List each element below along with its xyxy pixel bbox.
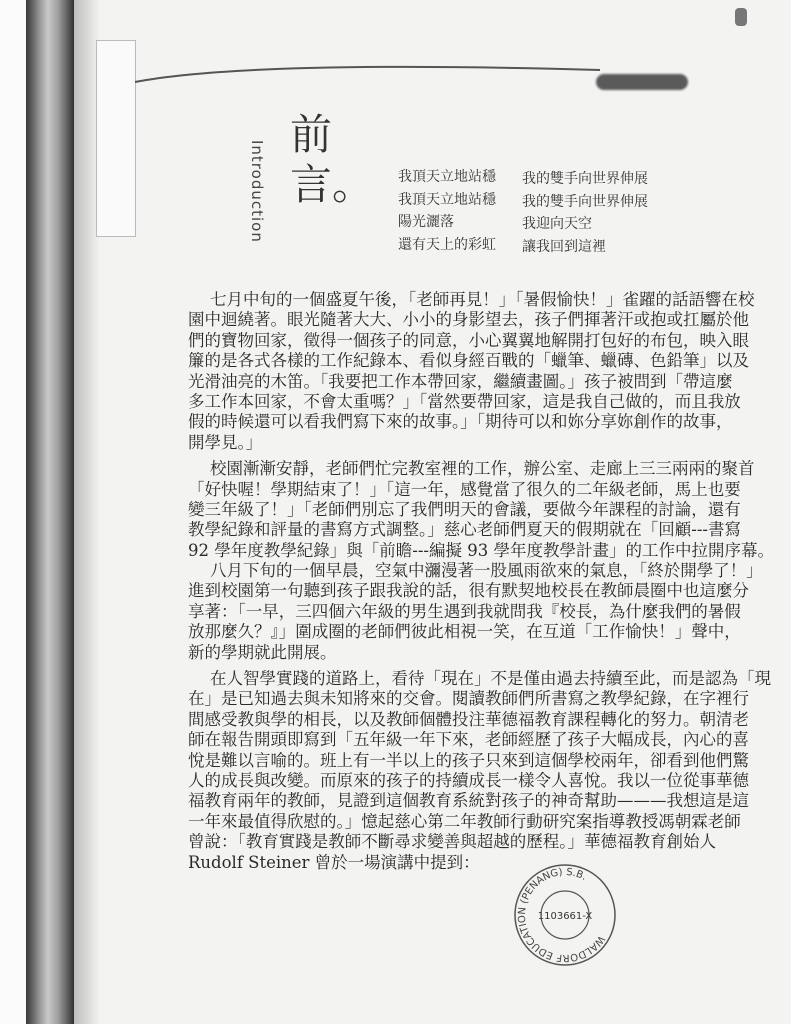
text-line: Rudolf Steiner 曾於一場演講中提到： (188, 852, 480, 872)
poem-line: 我的雙手向世界伸展 (522, 193, 648, 210)
scan-margin (0, 0, 26, 1024)
poem-line: 我頂天立地站穩 (398, 191, 496, 208)
text-line: 假的時候還可以看我們寫下來的故事。」「期待可以和妳分享妳創作的故事， (188, 412, 733, 432)
poem-line: 讓我回到這裡 (522, 238, 606, 255)
text-line: 新的學期就此開展。 (188, 642, 337, 662)
stamp-ring-text: WALDORF EDUCATION (PENANG) S.B. (516, 866, 607, 964)
text-line: 「好快喔！學期結束了！」「這一年，感覺當了很久的二年級老師，馬上也要 (188, 479, 741, 499)
text-line: 光滑油亮的木笛。「我要把工作本帶回家，繼續畫圖。」孩子被問到「帶這麼 (188, 371, 733, 391)
book-binding (26, 0, 74, 1024)
text-line: 人的成長與改變。而原來的孩子的持續成長一樣令人喜悅。我以一位從事華德 (188, 770, 749, 790)
text-line: 多工作本回家，不會太重嗎？」「當然要帶回家，這是我自己做的，而且我放 (188, 391, 741, 411)
text-line: 師在報告開頭即寫到「五年級一年下來，老師經歷了孩子大幅成長，內心的喜 (188, 730, 749, 750)
text-line: 開學見。」 (188, 432, 263, 452)
text-line: 園中迴繞著。眼光隨著大大、小小的身影望去，孩子們揮著汗或抱或扛屬於他 (188, 310, 749, 330)
text-line: 在人智學實踐的道路上，看待「現在」不是僅由過去持續至此，而是認為「現 (210, 669, 771, 689)
text-line: 教學紀錄和評量的書寫方式調整。」慈心老師們夏天的假期就在「回顧---書寫 (188, 520, 741, 540)
text-line: 八月下旬的一個早晨，空氣中瀰漫著一股風雨欲來的氣息，「終於開學了！」 (210, 561, 763, 581)
text-line: 簾的是各式各樣的工作紀錄本、看似身經百戰的「蠟筆、蠟磚、色鉛筆」以及 (188, 351, 749, 371)
text-line: 悅是難以言喻的。班上有一半以上的孩子只來到這個學校兩年，卻看到他們驚 (188, 750, 749, 770)
text-line: 福教育兩年的教師，見證到這個教育系統對孩子的神奇幫助———我想這是這 (188, 791, 749, 811)
page-title: 前言。 (290, 110, 375, 209)
poem-line: 還有天上的彩虹 (398, 236, 496, 253)
decorative-curve (130, 20, 610, 100)
text-line: 們的寶物回家，徵得一個孩子的同意，小心翼翼地解開打包好的布包，映入眼 (188, 330, 749, 350)
text-line: 校園漸漸安靜，老師們忙完教室裡的工作，辦公室、走廊上三三兩兩的聚首 (210, 459, 755, 479)
text-line: 92 學年度教學紀錄」與「前瞻---編擬 93 學年度教學計畫」的工作中拉開序幕。 (188, 540, 774, 560)
stamp-number: 1103661-X (537, 911, 593, 922)
paragraph (188, 459, 774, 663)
text-line: 一年來最值得欣慰的。」憶起慈心第二年教師行動研究案指導教授馮朝霖老師 (188, 811, 741, 831)
company-stamp (510, 860, 620, 970)
paragraph (188, 290, 755, 453)
text-line: 變三年級了！」「老師們別忘了我們明天的會議，要做今年課程的討論，還有 (188, 499, 741, 519)
poem-line: 我迎向天空 (522, 216, 592, 232)
text-line: 享著：「一早，三四個六年級的男生遇到我就問我『校長，為什麼我們的暑假 (188, 601, 741, 621)
scan-smudge (596, 74, 688, 90)
scan-mark (735, 8, 747, 26)
text-line: 放那麼久？』」圍成圈的老師們彼此相視一笑，在互道「工作愉快！」聲中， (188, 622, 741, 642)
poem-right-column (522, 168, 648, 258)
poem-left-column (398, 166, 496, 256)
poem-line: 陽光灑落 (398, 214, 454, 230)
poem-line: 我頂天立地站穩 (398, 169, 496, 185)
body-text (188, 290, 774, 873)
poem-line: 我的雙手向世界伸展 (522, 171, 648, 187)
text-line: 七月中旬的一個盛夏午後，「老師再見！」「暑假愉快！」雀躍的話語響在校 (210, 290, 755, 309)
page-title-english: Introduction (248, 140, 266, 243)
text-line: 在」是已知過去與未知將來的交會。閱讀教師們所書寫之教學紀錄，在字裡行 (188, 689, 749, 709)
text-line: 曾說：「教育實踐是教師不斷尋求變善與超越的歷程。」華德福教育創始人 (188, 832, 716, 852)
text-line: 間感受教與學的相長，以及教師個體投注華德福教育課程轉化的努力。朝清老 (188, 709, 749, 729)
paragraph (188, 669, 771, 873)
text-line: 進到校園第一句聽到孩子跟我說的話，很有默契地校長在教師晨圈中也這麼分 (188, 581, 749, 601)
